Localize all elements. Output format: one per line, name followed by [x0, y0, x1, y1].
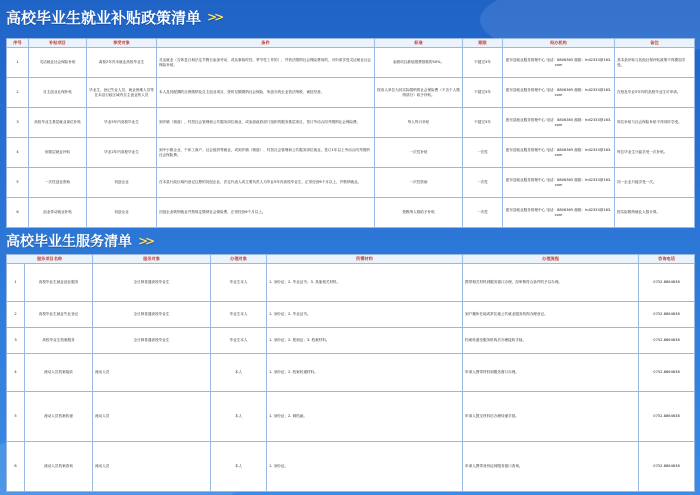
service-object: 毕业生本人: [211, 302, 267, 328]
subsidy-standard: 一次性资助: [375, 168, 463, 198]
table-row: [7, 48, 695, 78]
column-header: 序号: [7, 39, 29, 48]
column-header: 办理流程: [463, 255, 639, 264]
row-number: 4: [7, 138, 29, 168]
service-materials: 1. 身份证。: [267, 442, 463, 492]
subsidy-note: 其本条补贴与其他社保补贴政策不得叠加享受。: [615, 48, 695, 78]
subsidy-target: 毕业生、登记失业人员、就业困难人员等在本县行政区域内自主创业的人员: [87, 78, 157, 108]
subsidy-section-title: [6, 6, 221, 28]
service-phone: 0752-8864638: [639, 354, 695, 392]
subsidy-agency: 惠东县就业服务管理中心 电话：8806365 邮箱：hdl2333@163.com: [503, 198, 615, 228]
subsidy-condition: 灵活就业（含休息日和法定节假日参加劳动，或从事临时性、季节性工作的），并依法缴纳社会保险费用的，可申请享受灵活就业社会保险补贴。: [157, 48, 375, 78]
subsidy-period: 一次性: [463, 138, 503, 168]
column-header: 享受对象: [87, 39, 157, 48]
subsidy-agency: 惠东县就业服务管理中心 电话：8806365 邮箱：hdl2333@163.com: [503, 108, 615, 138]
service-materials: 1. 身份证；2. 毕业证书。: [267, 302, 463, 328]
row-number: 1: [7, 264, 25, 302]
service-item: 高校毕业生就业创业服务: [25, 264, 93, 302]
subsidy-period: 一次性: [463, 198, 503, 228]
column-header: 补贴项目: [29, 39, 87, 48]
service-object: 毕业生本人: [211, 264, 267, 302]
table-row: [7, 264, 695, 302]
service-item: 高校毕业生就业失业登记: [25, 302, 93, 328]
subsidy-condition: 在本县行政区域内登记注册的初创企业，法定代表人或主要负责人为毕业5年内高校毕业生，正常经营6个月以上，并吸纳就业。: [157, 168, 375, 198]
subsidy-target: 毕业2年内高校毕业生: [87, 138, 157, 168]
subsidy-target: 离校2年内未就业高校毕业生: [87, 48, 157, 78]
table-row: [7, 198, 695, 228]
service-materials: 1. 身份证；2. 档案转递材料。: [267, 354, 463, 392]
column-header: 备注: [615, 39, 695, 48]
column-header: 服务项目名称: [7, 255, 93, 264]
service-item: 流动人员档案转递: [25, 392, 93, 442]
service-object: 本人: [211, 354, 267, 392]
chevron-right-icon: >>: [138, 234, 153, 248]
subsidy-item: 高校毕业生基层就业岗位补贴: [29, 108, 87, 138]
service-object: 本人: [211, 442, 267, 492]
service-materials: 1. 身份证；2. 调档函。: [267, 392, 463, 442]
column-header: 咨询电话: [639, 255, 695, 264]
subsidy-agency: 惠东县就业服务管理中心 电话：8806365 邮箱：hdl2333@163.com: [503, 48, 615, 78]
subsidy-condition: 到中小微企业、个体工商户、社会组织等就业，或到乡镇（街道）、村居社会管理和公共服务岗位就业，签订1年以上劳动合同并缴纳社会保险费。: [157, 138, 375, 168]
subsidy-standard: 按吸纳人数给予补贴: [375, 198, 463, 228]
subsidy-standard: 参照项目最低缴费基数的50%。: [375, 48, 463, 78]
service-process: 申请人携带材料到服务窗口办理。: [463, 354, 639, 392]
service-target: 流动人员: [93, 392, 211, 442]
column-header: 所需材料: [267, 255, 463, 264]
subsidy-condition: 本人及其配偶的社保缴纳及自主创业项目，按时足额缴纳社会保险，所创办的企业依法纳税、诚信经营。: [157, 78, 375, 108]
subsidy-period: 不超过3年: [463, 48, 503, 78]
row-number: 2: [7, 302, 25, 328]
subsidy-target: 毕业5年内高校毕业生: [87, 108, 157, 138]
service-target: 流动人员: [93, 354, 211, 392]
column-header: 期限: [463, 39, 503, 48]
service-phone: 0752-8864638: [639, 442, 695, 492]
service-target: 全日制普通高校毕业生: [93, 264, 211, 302]
row-number: 5: [7, 168, 29, 198]
service-target: 流动人员: [93, 442, 211, 492]
service-process: 到户籍所在地或常住地公共就业服务机构办理登记。: [463, 302, 639, 328]
subsidy-agency: 惠东县就业服务管理中心 电话：8806365 邮箱：hdl2333@163.com: [503, 168, 615, 198]
row-number: 2: [7, 78, 29, 108]
row-number: 6: [7, 198, 29, 228]
table-row: [7, 442, 695, 492]
subsidy-item: 灵活就业社会保险补贴: [29, 48, 87, 78]
service-section-title: [6, 230, 152, 252]
subsidy-period: 一次性: [463, 168, 503, 198]
row-number: 3: [7, 108, 29, 138]
subsidy-table: [6, 38, 695, 228]
table-row: [7, 138, 695, 168]
subsidy-target: 初创企业: [87, 198, 157, 228]
subsidy-table-header: [7, 39, 695, 48]
service-process: 携带相关材料到服务窗口办理，经审核符合条件的予以办理。: [463, 264, 639, 302]
subsidy-note: 同一企业只能享受一次。: [615, 168, 695, 198]
service-phone: 0752-8864638: [639, 302, 695, 328]
column-header: 标准: [375, 39, 463, 48]
policy-sheet: [6, 0, 694, 495]
service-materials: 1. 身份证；2. 毕业证书；3. 其他相关材料。: [267, 264, 463, 302]
service-item: 流动人员档案接收: [25, 354, 93, 392]
subsidy-target: 初创企业: [87, 168, 157, 198]
table-row: [7, 392, 695, 442]
service-title-text: 高校毕业生服务清单: [6, 234, 132, 250]
subsidy-note: 岗位补贴与社会保险补贴不得同时享受。: [615, 108, 695, 138]
service-table: [6, 254, 695, 492]
table-row: [7, 354, 695, 392]
column-header: 条件: [157, 39, 375, 48]
service-process: 申请人携带身份证到服务窗口查询。: [463, 442, 639, 492]
row-number: 6: [7, 442, 25, 492]
subsidy-item: 创业带动就业补贴: [29, 198, 87, 228]
service-item: 高校毕业生档案服务: [25, 328, 93, 354]
table-row: [7, 108, 695, 138]
service-target: 全日制普通高校毕业生: [93, 302, 211, 328]
subsidy-title-text: 高校毕业生就业补贴政策清单: [6, 8, 202, 27]
service-materials: 1. 身份证；2. 报到证；3. 档案材料。: [267, 328, 463, 354]
subsidy-standard: 一次性补贴: [375, 138, 463, 168]
row-number: 5: [7, 392, 25, 442]
table-row: [7, 168, 695, 198]
service-object: 毕业生本人: [211, 328, 267, 354]
subsidy-note: 按实际吸纳就业人数计算。: [615, 198, 695, 228]
subsidy-item: 自主创业社保补贴: [29, 78, 87, 108]
row-number: 4: [7, 354, 25, 392]
service-phone: 0752-8864638: [639, 392, 695, 442]
service-object: 本人: [211, 392, 267, 442]
subsidy-standard: 按用人单位为其实际缴纳的社会保险费（不含个人缴纳部分）给予补贴。: [375, 78, 463, 108]
service-process: 档案转递至服务机构后办理接收手续。: [463, 328, 639, 354]
subsidy-agency: 惠东县就业服务管理中心 电话：8806365 邮箱：hdl2333@163.com: [503, 78, 615, 108]
service-process: 申请人提交材料后办理转递手续。: [463, 392, 639, 442]
subsidy-agency: 惠东县就业服务管理中心 电话：8806365 邮箱：hdl2333@163.com: [503, 138, 615, 168]
table-row: [7, 328, 695, 354]
subsidy-condition: 初创企业吸纳就业并按规定缴纳社会保险费，正常经营6个月以上。: [157, 198, 375, 228]
service-item: 流动人员档案查询: [25, 442, 93, 492]
service-phone: 0752-8864638: [639, 264, 695, 302]
subsidy-note: 在校及毕业5年内的高校毕业生可申请。: [615, 78, 695, 108]
row-number: 3: [7, 328, 25, 354]
table-row: [7, 78, 695, 108]
service-table-header: [7, 255, 695, 264]
subsidy-condition: 到乡镇（街道）、村居社会管理和公共服务岗位就业，或参加政府部门组织的服务基层项目，签订劳动合同并缴纳社会保险费。: [157, 108, 375, 138]
row-number: 1: [7, 48, 29, 78]
subsidy-period: 不超过3年: [463, 108, 503, 138]
table-row: [7, 302, 695, 328]
column-header: 经办机构: [503, 39, 615, 48]
column-header: 服务对象: [93, 255, 211, 264]
service-phone: 0752-8864638: [639, 328, 695, 354]
subsidy-period: 不超过3年: [463, 78, 503, 108]
column-header: 办理对象: [211, 255, 267, 264]
chevron-right-icon: >>: [207, 10, 222, 24]
subsidy-note: 每位毕业生只能享受一次补贴。: [615, 138, 695, 168]
service-target: 全日制普通高校毕业生: [93, 328, 211, 354]
subsidy-item: 到基层就业补贴: [29, 138, 87, 168]
subsidy-standard: 每人每月补贴: [375, 108, 463, 138]
subsidy-item: 一次性创业资助: [29, 168, 87, 198]
